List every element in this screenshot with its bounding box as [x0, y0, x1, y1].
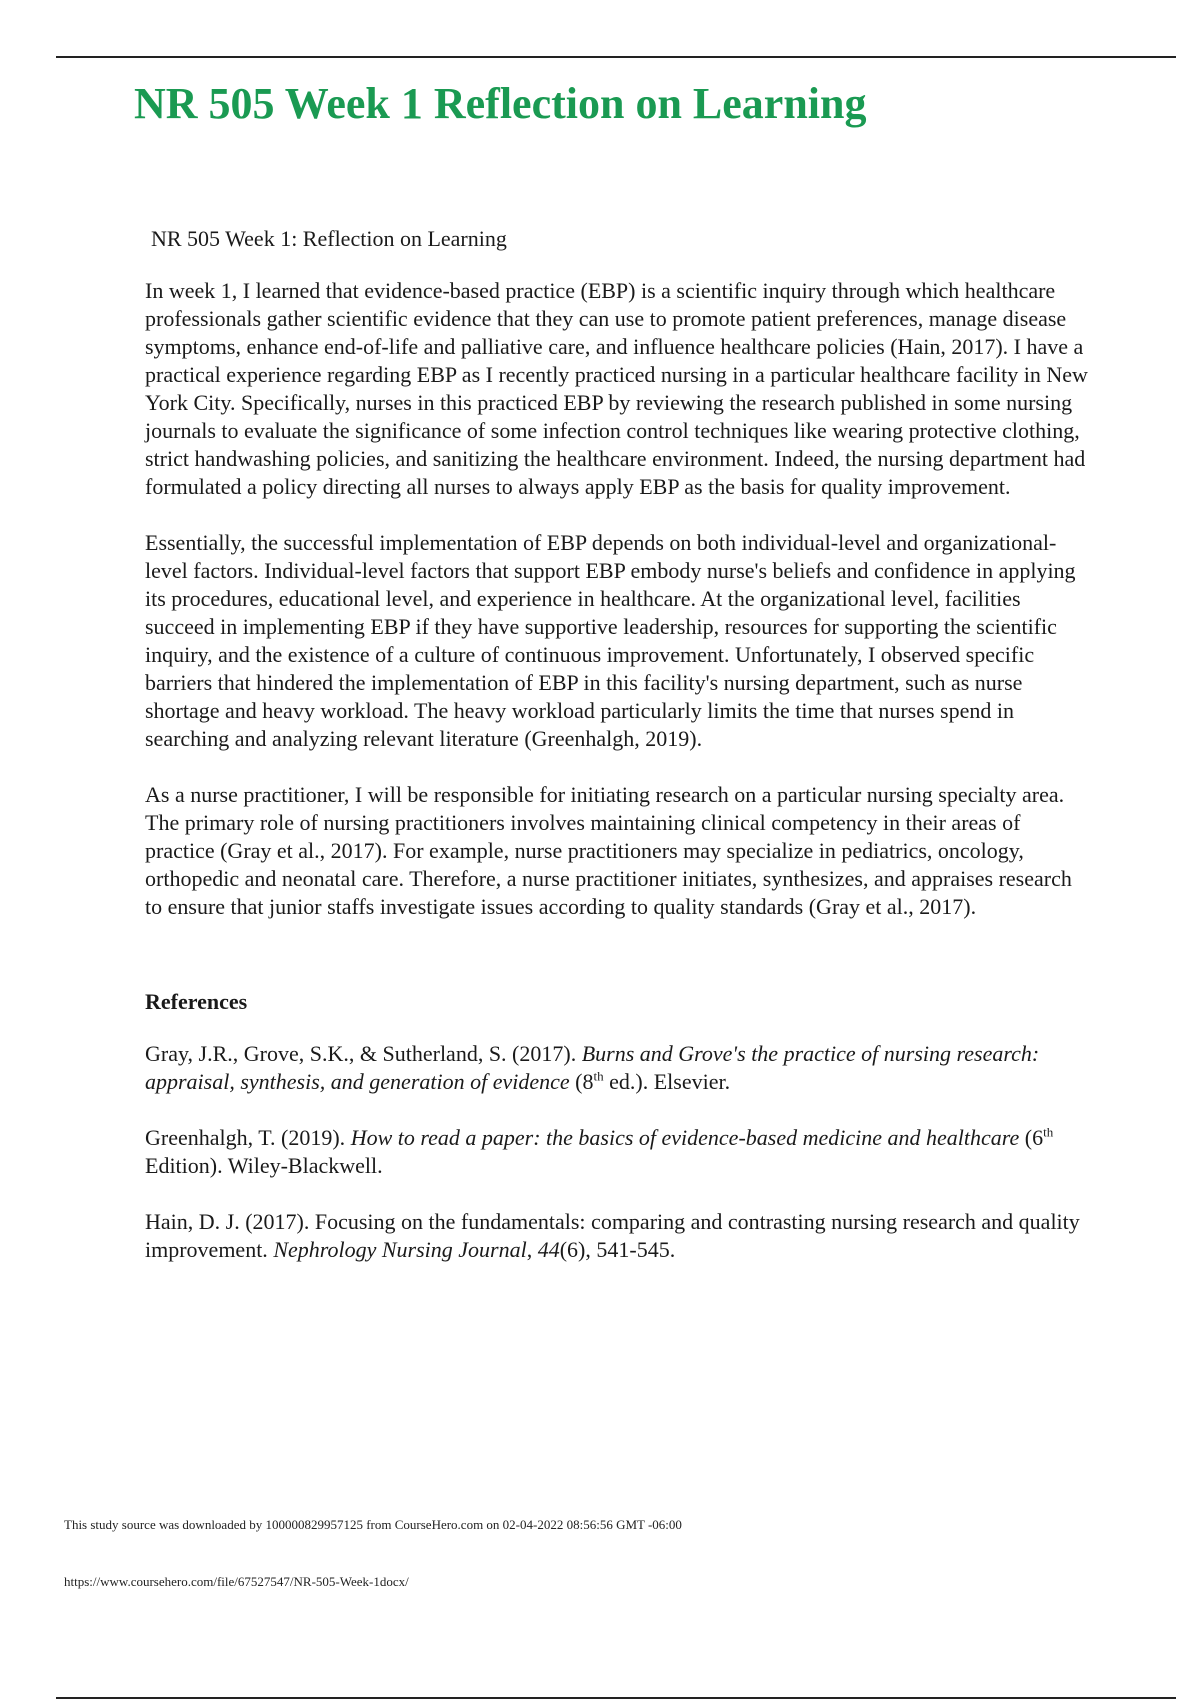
source-url: https://www.coursehero.com/file/67527547/NR-505-Week-1docx/: [64, 1574, 409, 1589]
reference-gray: [145, 1040, 1090, 1096]
reference-pages: (6), 541-545.: [559, 1237, 676, 1262]
document-subtitle: NR 505 Week 1: Reflection on Learning: [151, 226, 507, 251]
document-title: NR 505 Week 1 Reflection on Learning: [134, 79, 867, 128]
reference-publisher: Edition). Wiley-Blackwell.: [145, 1153, 383, 1178]
reference-edition: (8: [569, 1069, 594, 1094]
reference-authors: Greenhalgh, T. (2019).: [145, 1125, 351, 1150]
reference-edition-suffix: th: [1043, 1124, 1054, 1140]
reference-journal: Nephrology Nursing Journal: [273, 1237, 527, 1262]
reference-authors: Gray, J.R., Grove, S.K., & Sutherland, S. (2017).: [145, 1041, 582, 1066]
reference-edition-suffix: th: [593, 1068, 604, 1084]
reference-publisher: ed.). Elsevier.: [603, 1069, 731, 1094]
body-paragraph-3: As a nurse practitioner, I will be responsible for initiating research on a particular nursing specialty area. The primary role of nursing practitioners involves maintaining clinical competency in their areas of practice (Gray et al., 2017). For example, nurse practitioners may specialize in pediatrics, oncology, orthopedic and neonatal care. Therefore, a nurse practitioner initiates, synthesizes, and appraises research to ensure that junior staffs investigate issues according to quality standards (Gray et al., 2017).: [145, 782, 1072, 919]
reference-hain: [145, 1208, 1090, 1264]
reference-title: Burns and Grove's the practice of nursing research: appraisal, synthesis, and generation of evidence: [145, 1041, 1040, 1094]
reference-greenhalgh: [145, 1124, 1090, 1180]
reference-volume: 44: [537, 1237, 560, 1262]
top-divider: [56, 56, 1176, 58]
reference-authors: Hain, D. J. (2017). Focusing on the fundamentals: comparing and contrasting nursing research and quality improvement.: [145, 1209, 1080, 1262]
body-paragraph-1: In week 1, I learned that evidence-based practice (EBP) is a scientific inquiry through which healthcare professionals gather scientific evidence that they can use to promote patient preferences, manage disease symptoms, enhance end-of-life and palliative care, and influence healthcare policies (Hain, 2017). I have a practical experience regarding EBP as I recently practiced nursing in a particular healthcare facility in New York City. Specifically, nurses in this practiced EBP by reviewing the research published in some nursing journals to evaluate the significance of some infection control techniques like wearing protective clothing, strict handwashing policies, and sanitizing the healthcare environment. Indeed, the nursing department had formulated a policy directing all nurses to always apply EBP as the basis for quality improvement.: [145, 278, 1088, 499]
bottom-divider: [56, 1697, 1176, 1699]
body-paragraph-2: Essentially, the successful implementation of EBP depends on both individual-level and organizational-level factors. Individual-level factors that support EBP embody nurse's beliefs and confidence in applying its procedures, educational level, and experience in healthcare. At the organizational level, facilities succeed in implementing EBP if they have supportive leadership, resources for supporting the scientific inquiry, and the existence of a culture of continuous improvement. Unfortunately, I observed specific barriers that hindered the implementation of EBP in this facility's nursing department, such as nurse shortage and heavy workload. The heavy workload particularly limits the time that nurses spend in searching and analyzing relevant literature (Greenhalgh, 2019).: [145, 530, 1076, 751]
reference-title: How to read a paper: the basics of evidence-based medicine and healthcare: [350, 1125, 1020, 1150]
references-heading: References: [145, 989, 248, 1014]
reference-separator: ,: [526, 1237, 538, 1262]
download-notice: This study source was downloaded by 100000829957125 from CourseHero.com on 02-04-2022 08:56:56 GMT -06:00: [64, 1517, 682, 1532]
reference-edition: (6: [1019, 1125, 1044, 1150]
document-body: [145, 225, 1090, 1292]
